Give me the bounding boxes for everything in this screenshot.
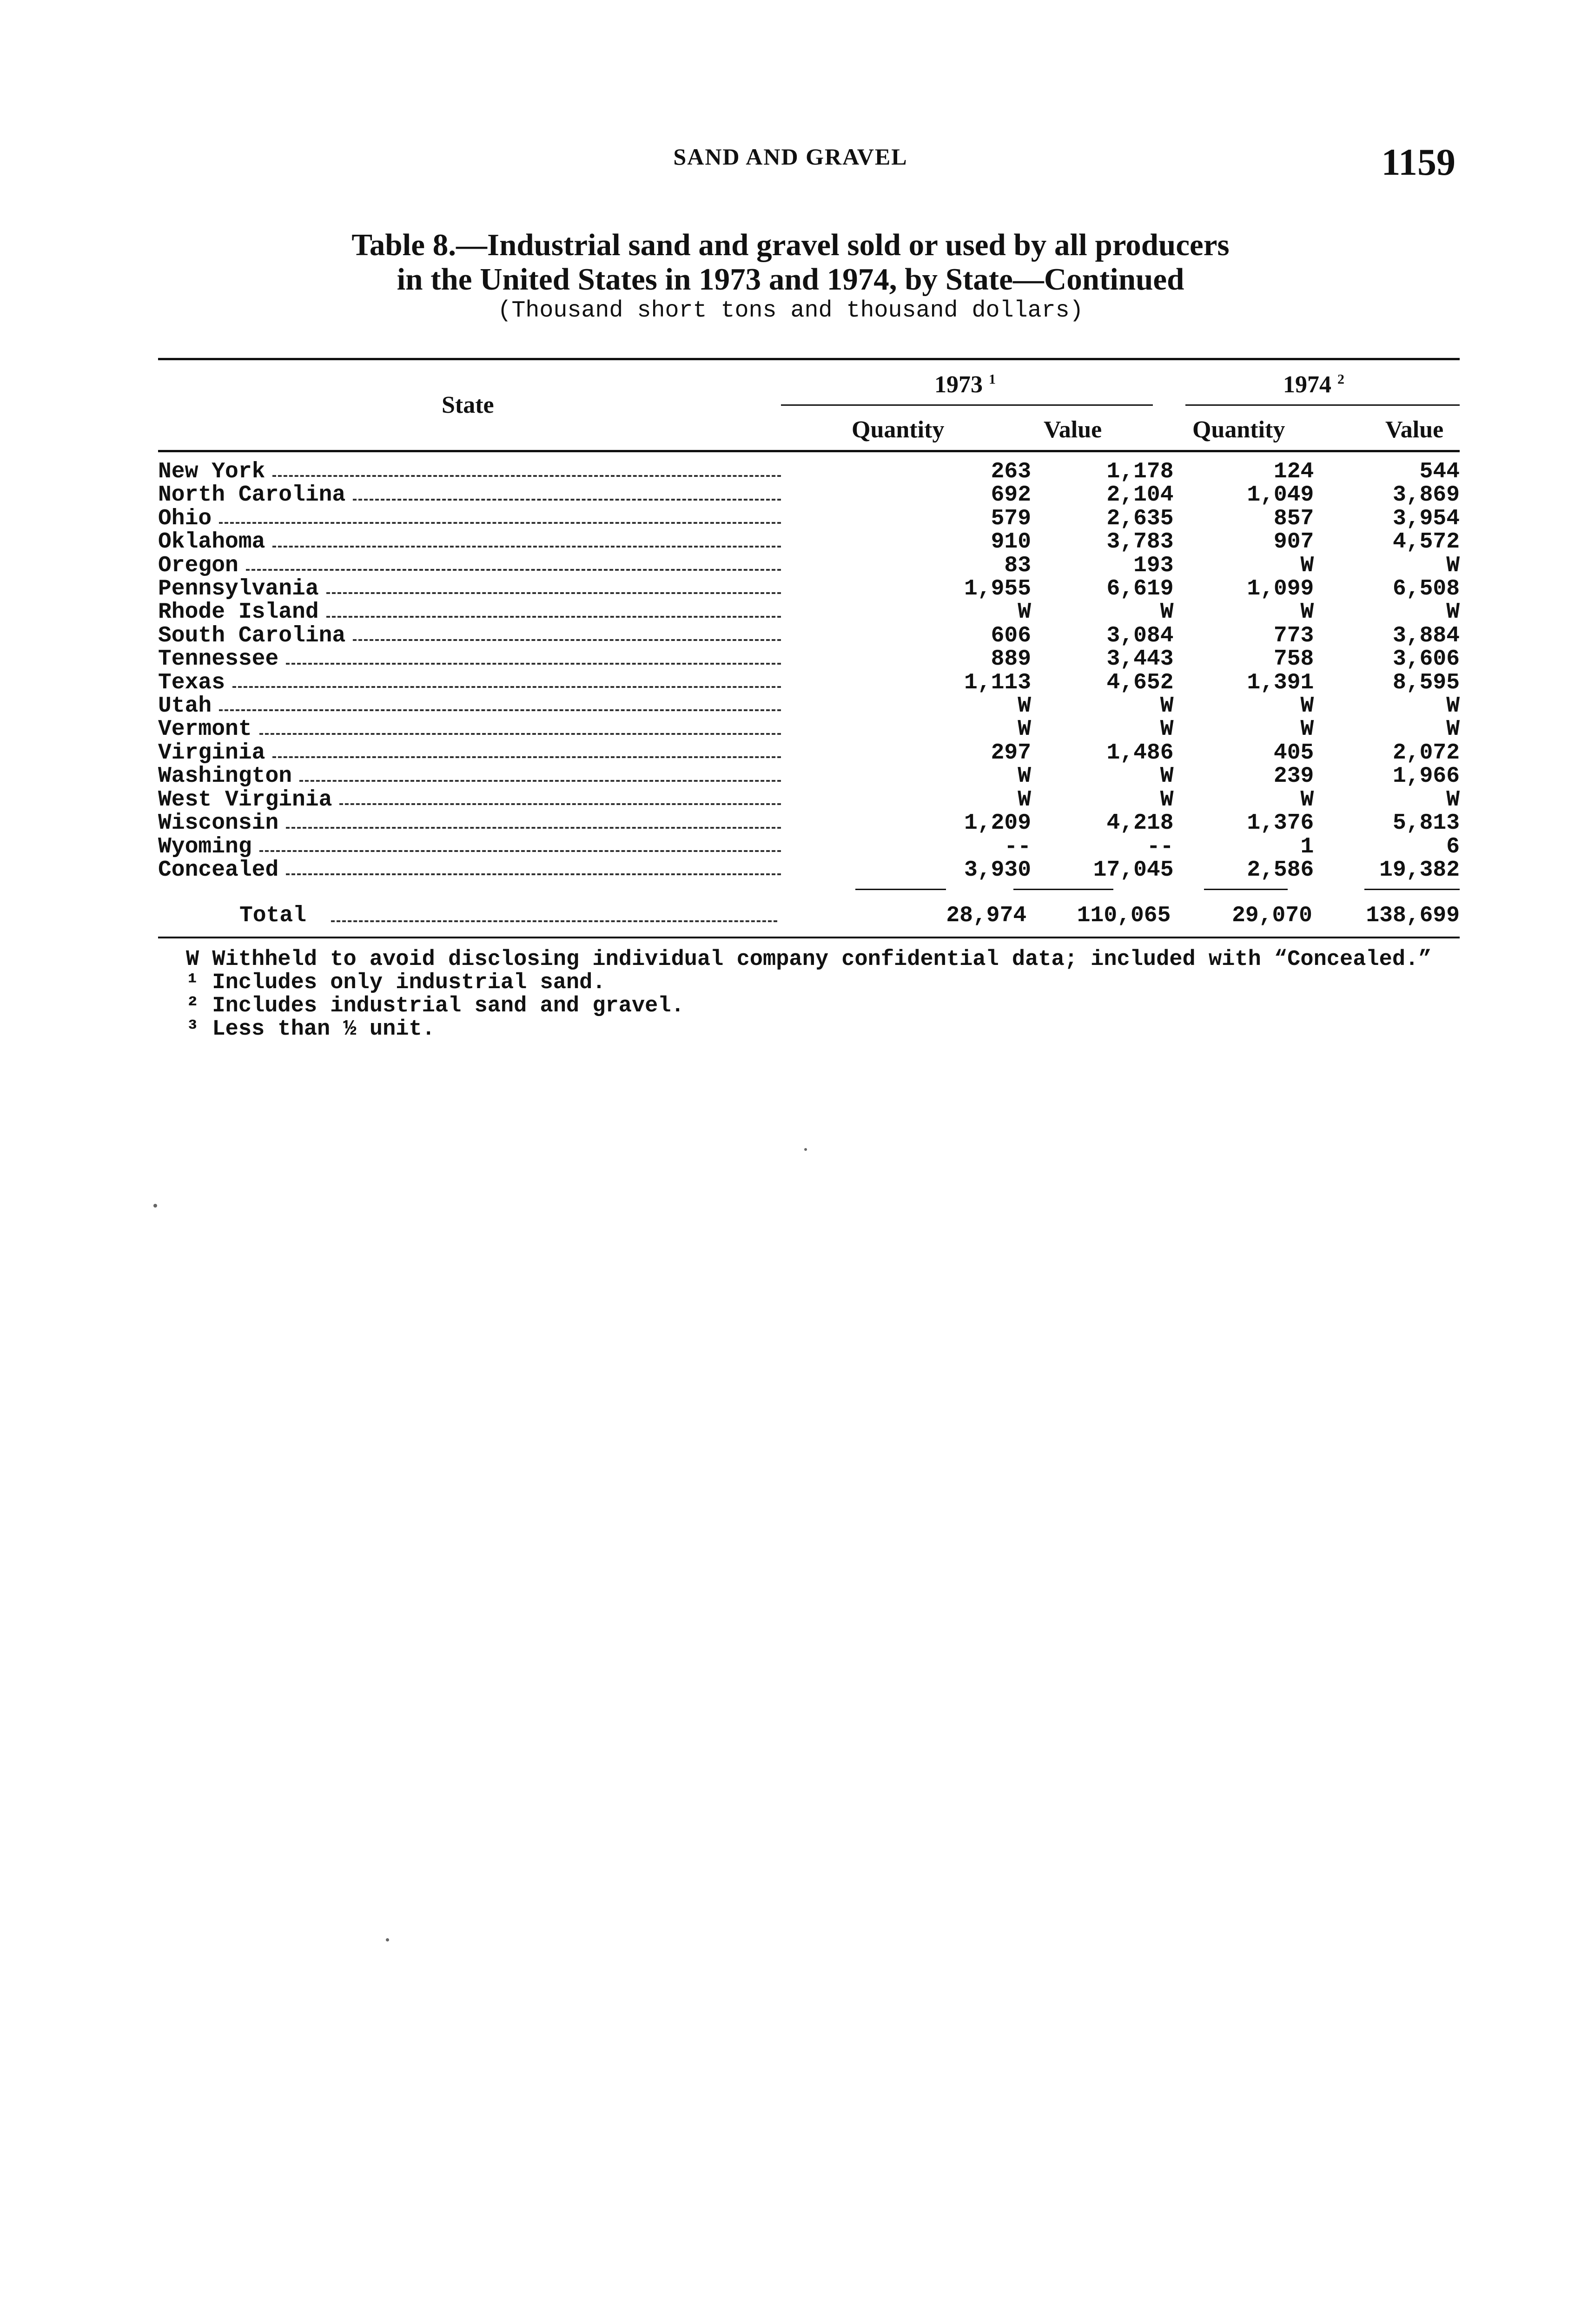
leader-dots <box>286 868 781 875</box>
state-name: North Carolina <box>158 482 346 508</box>
running-title: SAND AND GRAVEL <box>673 144 908 170</box>
leader-dots <box>339 798 781 805</box>
cell-q1974: 2,586 <box>1247 857 1314 883</box>
table-row <box>158 554 1460 577</box>
cell-q1973: W <box>1018 787 1031 812</box>
concealed-rule-1974-value <box>1364 889 1460 890</box>
caption-line-2: in the United States in 1973 and 1974, by State—Continued <box>397 262 1184 297</box>
year-1974-footnote: 2 <box>1337 371 1344 387</box>
cell-q1974: W <box>1300 693 1314 719</box>
cell-q1974: 1,049 <box>1247 482 1314 508</box>
state-name: Washington <box>158 764 292 789</box>
state-name: West Virginia <box>158 787 332 812</box>
total-leader-dots <box>331 915 777 922</box>
leader-dots <box>299 774 781 782</box>
stub-header-label: State <box>442 392 494 418</box>
cell-v1973: 1,178 <box>1106 459 1174 484</box>
concealed-rule-1973 <box>855 889 946 890</box>
cell-q1974: 758 <box>1273 647 1314 672</box>
units-note: (Thousand short tons and thousand dollars) <box>497 297 1084 324</box>
state-cell <box>158 671 781 694</box>
table-row <box>158 812 1460 835</box>
leader-dots <box>326 610 781 618</box>
cell-q1973: W <box>1018 764 1031 789</box>
state-cell <box>158 741 781 765</box>
cell-v1973: W <box>1160 787 1174 812</box>
cell-v1974: W <box>1446 787 1460 812</box>
table-row <box>158 671 1460 694</box>
table-row <box>158 507 1460 530</box>
cell-v1973: 193 <box>1133 553 1174 578</box>
total-table <box>158 902 1460 930</box>
total-v1973: 110,065 <box>1077 903 1171 928</box>
cell-q1974: W <box>1300 553 1314 578</box>
cell-v1973: W <box>1160 693 1174 719</box>
year-1973-rule <box>781 404 1153 406</box>
state-name: Rhode Island <box>158 600 319 625</box>
cell-v1973: 3,443 <box>1106 647 1174 672</box>
table-row <box>158 577 1460 601</box>
cell-q1974: 1,376 <box>1247 811 1314 836</box>
state-cell <box>158 858 781 882</box>
cell-v1974: 1,966 <box>1392 764 1460 789</box>
leader-dots <box>232 680 781 688</box>
leader-dots <box>286 821 781 829</box>
cell-v1974: 2,072 <box>1392 740 1460 766</box>
state-name: Virginia <box>158 740 265 766</box>
total-label: Total <box>239 903 307 928</box>
cell-q1973: 889 <box>991 647 1031 672</box>
cell-q1973: 1,209 <box>964 811 1031 836</box>
cell-v1974: 3,954 <box>1392 506 1460 531</box>
cell-q1973: -- <box>1004 834 1031 859</box>
state-cell <box>158 812 781 835</box>
cell-v1973: 3,084 <box>1106 623 1174 648</box>
top-rule <box>158 358 1460 360</box>
cell-q1974: 773 <box>1273 623 1314 648</box>
table-row <box>158 460 1460 483</box>
year-1974-rule <box>1185 404 1460 406</box>
cell-q1973: 1,955 <box>964 576 1031 602</box>
cell-q1974: 405 <box>1273 740 1314 766</box>
state-name: Ohio <box>158 506 212 531</box>
cell-q1973: 3,930 <box>964 857 1031 883</box>
cell-q1973: W <box>1018 693 1031 719</box>
year-1973-footnote: 1 <box>989 371 996 387</box>
state-cell <box>158 624 781 647</box>
state-cell <box>158 718 781 741</box>
table-row <box>158 694 1460 718</box>
cell-v1974: W <box>1446 717 1460 742</box>
state-cell <box>158 507 781 530</box>
leader-dots <box>272 540 781 548</box>
table-row <box>158 858 1460 882</box>
year-header-1974 <box>1283 371 1344 398</box>
cell-q1974: W <box>1300 717 1314 742</box>
state-name: New York <box>158 459 265 484</box>
cell-v1974: 8,595 <box>1392 670 1460 695</box>
cell-q1974: W <box>1300 787 1314 812</box>
total-q1973: 28,974 <box>946 903 1027 928</box>
cell-q1974: 239 <box>1273 764 1314 789</box>
footnote-2: ² Includes industrial sand and gravel. <box>186 994 684 1018</box>
leader-dots <box>272 469 781 477</box>
state-name: Vermont <box>158 717 252 742</box>
cell-q1974: 1,391 <box>1247 670 1314 695</box>
table-row <box>158 835 1460 858</box>
table-body <box>158 460 1460 882</box>
state-cell <box>158 577 781 601</box>
table-row <box>158 624 1460 647</box>
total-label-cell <box>158 902 780 930</box>
cell-v1973: 4,652 <box>1106 670 1174 695</box>
cell-q1974: 1 <box>1300 834 1314 859</box>
total-row <box>158 902 1460 930</box>
header-bottom-rule <box>158 450 1460 452</box>
state-cell <box>158 601 781 624</box>
cell-q1973: W <box>1018 600 1031 625</box>
cell-v1974: 3,606 <box>1392 647 1460 672</box>
leader-dots <box>259 845 781 852</box>
cell-v1973: 4,218 <box>1106 811 1174 836</box>
leader-dots <box>353 634 781 641</box>
cell-v1974: 6 <box>1446 834 1460 859</box>
cell-v1973: -- <box>1146 834 1174 859</box>
footnote-1: ¹ Includes only industrial sand. <box>186 971 606 995</box>
cell-v1974: 6,508 <box>1392 576 1460 602</box>
bottom-rule <box>158 937 1460 938</box>
state-name: Texas <box>158 670 225 695</box>
table-caption <box>0 228 1581 297</box>
value-1973-header: Value <box>1044 416 1102 443</box>
caption-line-1: Table 8.—Industrial sand and gravel sold or used by all producers <box>351 228 1230 262</box>
footnotes <box>186 948 1469 1041</box>
state-name: South Carolina <box>158 623 346 648</box>
cell-v1974: 3,884 <box>1392 623 1460 648</box>
cell-v1974: 19,382 <box>1379 857 1460 883</box>
cell-v1974: 3,869 <box>1392 482 1460 508</box>
cell-v1973: W <box>1160 764 1174 789</box>
state-name: Wisconsin <box>158 811 279 836</box>
year-1974-label: 1974 <box>1283 371 1331 398</box>
state-cell <box>158 647 781 671</box>
state-name: Tennessee <box>158 647 279 672</box>
quantity-1974-header: Quantity <box>1192 416 1285 443</box>
table-row <box>158 483 1460 507</box>
cell-q1973: 1,113 <box>964 670 1031 695</box>
state-cell <box>158 460 781 483</box>
cell-q1973: 297 <box>991 740 1031 766</box>
cell-q1973: 579 <box>991 506 1031 531</box>
concealed-rule-1974 <box>1204 889 1288 890</box>
cell-v1974: W <box>1446 553 1460 578</box>
page-number: 1159 <box>1381 141 1455 183</box>
cell-v1973: 6,619 <box>1106 576 1174 602</box>
cell-v1973: 2,104 <box>1106 482 1174 508</box>
table-row <box>158 718 1460 741</box>
scan-speck <box>804 1148 807 1151</box>
footnote-3: ³ Less than ½ unit. <box>186 1017 435 1042</box>
state-name: Oklahoma <box>158 529 265 555</box>
year-1973-label: 1973 <box>934 371 983 398</box>
state-cell <box>158 694 781 718</box>
cell-q1974: 124 <box>1273 459 1314 484</box>
table-row <box>158 765 1460 788</box>
state-cell <box>158 835 781 858</box>
cell-v1974: W <box>1446 600 1460 625</box>
leader-dots <box>219 516 781 524</box>
cell-q1974: W <box>1300 600 1314 625</box>
stub-header <box>442 391 494 419</box>
leader-dots <box>259 727 781 735</box>
table-row <box>158 530 1460 554</box>
state-cell <box>158 554 781 577</box>
table-row <box>158 788 1460 812</box>
cell-v1973: 17,045 <box>1093 857 1174 883</box>
table-row <box>158 647 1460 671</box>
state-name: Utah <box>158 693 212 719</box>
state-cell <box>158 765 781 788</box>
scan-speck <box>386 1938 389 1941</box>
cell-q1973: 263 <box>991 459 1031 484</box>
cell-v1974: 544 <box>1419 459 1460 484</box>
value-1974-header: Value <box>1385 416 1444 443</box>
cell-q1973: 692 <box>991 482 1031 508</box>
cell-v1973: 2,635 <box>1106 506 1174 531</box>
total-v1974: 138,699 <box>1366 903 1460 928</box>
cell-v1974: 5,813 <box>1392 811 1460 836</box>
scan-speck <box>153 1204 157 1208</box>
leader-dots <box>286 657 781 665</box>
year-header-1973 <box>934 371 996 398</box>
leader-dots <box>353 493 781 501</box>
cell-q1974: 907 <box>1273 529 1314 555</box>
state-cell <box>158 483 781 507</box>
cell-v1973: W <box>1160 600 1174 625</box>
state-name: Wyoming <box>158 834 252 859</box>
leader-dots <box>246 563 781 571</box>
cell-q1973: 606 <box>991 623 1031 648</box>
leader-dots <box>326 587 781 594</box>
cell-q1973: 83 <box>1004 553 1031 578</box>
total-q1974: 29,070 <box>1232 903 1312 928</box>
state-name: Concealed <box>158 857 279 883</box>
cell-q1973: W <box>1018 717 1031 742</box>
cell-q1973: 910 <box>991 529 1031 555</box>
table-row <box>158 741 1460 765</box>
cell-v1974: W <box>1446 693 1460 719</box>
state-name: Oregon <box>158 553 238 578</box>
cell-v1973: 1,486 <box>1106 740 1174 766</box>
data-table <box>158 460 1460 882</box>
state-cell <box>158 788 781 812</box>
cell-q1974: 1,099 <box>1247 576 1314 602</box>
leader-dots <box>219 704 781 711</box>
quantity-1973-header: Quantity <box>852 416 945 443</box>
state-name: Pennsylvania <box>158 576 319 602</box>
table-row <box>158 601 1460 624</box>
cell-v1973: W <box>1160 717 1174 742</box>
cell-q1974: 857 <box>1273 506 1314 531</box>
leader-dots <box>272 751 781 758</box>
cell-v1974: 4,572 <box>1392 529 1460 555</box>
concealed-rule-1973-value <box>1013 889 1113 890</box>
cell-v1973: 3,783 <box>1106 529 1174 555</box>
state-cell <box>158 530 781 554</box>
footnote-w: W Withheld to avoid disclosing individual company confidential data; included with “Concealed.” <box>186 947 1432 972</box>
